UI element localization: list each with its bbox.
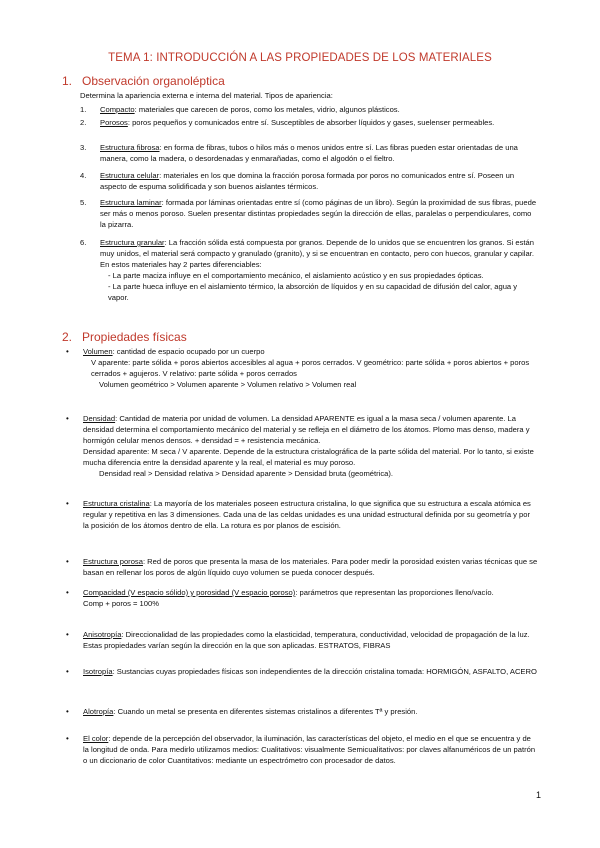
section-title: Propiedades físicas [82, 330, 187, 344]
bullet-icon: • [66, 734, 69, 743]
bullet-icon: • [66, 499, 69, 508]
sub-item: - La parte maciza influye en el comportamiento mecánico, el aislamiento acústico y en sus propiedades ópticas. [108, 271, 484, 281]
list-item: 6. Estructura granular: La fracción sólida está compuesta por granos. Depende de lo unidos que se encuentren los granos. Si están muy unidos, el material será compacto y granulado (granito), y si se encuentran en contacto, pero con huecos, granular y capilar. En estos materiales hay 2 partes diferenciables: - La parte maciza influye en el comportamiento mecánico, el aislamiento acústico y en sus propiedades ópticas. - La parte hueca influye en el aislamiento térmico, la absorción de líquidos y en su capacidad de difusión del calor, agua y vapor. [80, 237, 538, 304]
page-number: 1 [536, 790, 542, 800]
bullet-item: • Densidad: Cantidad de materia por unidad de volumen. La densidad APARENTE es igual a la masa seca / volumen aparente. La densidad determina el comportamiento mecánico del material y se refleja en el diámetro de los átomos. Plomo mas denso, madera y hormigón celular menos densos. + densidad = + resistencia mecánica. Densidad aparente: M seca / V aparente. Depende de la estructura cristalográfica de la parte sólida del material. Por lo tanto, si existe mucha diferencia entre la densidad aparente y la real, el material es muy poroso. Densidad real > Densidad relativa > Densidad aparente > Densidad bruta (geométrica). [66, 414, 534, 479]
list-item: 4. Estructura celular: materiales en los que domina la fracción porosa formada por poros no comunicados entre sí. Poseen un aspecto de espuma solidificada y son buenos aislantes térmicos. [80, 171, 515, 192]
list-item: 2. Porosos: poros pequeños y comunicados entre sí. Susceptibles de absorber líquidos y gases, suelenser permeables. [80, 118, 495, 127]
bullet-icon: • [66, 588, 69, 597]
bullet-item: • El color: depende de la percepción del observador, la iluminación, las características del objeto, el medio en el que se encuentra y de la longitud de onda. Para medirlo utilizamos medios: Cualitativos: visualmente Semicualitativos: por claves alfanuméricos de un patrón o un diccionario de color Cuantitativos: mediante un espectrómetro con procesador de datos. [66, 734, 536, 766]
bullet-icon: • [66, 667, 69, 676]
bullet-icon: • [66, 414, 69, 423]
section-1-heading [62, 74, 225, 88]
bullet-icon: • [66, 557, 69, 566]
section-number: 2. [62, 330, 73, 344]
bullet-icon: • [66, 630, 69, 639]
document-title: TEMA 1: INTRODUCCIÓN A LAS PROPIEDADES DE LOS MATERIALES [108, 52, 492, 64]
bullet-item: • Isotropía: Sustancias cuyas propiedades físicas son independientes de la dirección cristalina tomada: HORMIGÓN, ASFALTO, ACERO [66, 667, 537, 676]
section-title: Observación organoléptica [82, 74, 225, 88]
section-2-heading [62, 330, 187, 344]
bullet-icon: • [66, 347, 69, 356]
list-item: 3. Estructura fibrosa: en forma de fibras, tubos o hilos más o menos unidos entre sí. Las fibras pueden estar orientadas de una manera, como la madera, o desordenadas y enmarañadas, como el algodón o el fieltro. [80, 143, 518, 164]
bullet-icon: • [66, 707, 69, 716]
section-1-intro: Determina la apariencia externa e interna del material. Tipos de apariencia: [80, 91, 333, 100]
bullet-item: • Estructura cristalina: La mayoría de los materiales poseen estructura cristalina, lo que significa que su estructura a escala atómica es regular y repetitiva en las 3 dimensiones. Cada una de las celdas unidades es una unidad estructural definida por su geometría y por la posición de los átomos dentro de ella. La rotura es por planos de escisión. [66, 499, 531, 531]
section-number: 1. [62, 74, 73, 88]
bullet-item: • Anisotropía: Direccionalidad de las propiedades como la elasticidad, temperatura, conductividad, velocidad de propagación de la luz. Estas propiedades varían según la dirección en la que son aplicadas. ESTRATOS, FIBRAS [66, 630, 530, 651]
bullet-item: • Compacidad (V espacio sólido) y porosidad (V espacio poroso): parámetros que representan las proporciones lleno/vacío. Comp + poros = 100% [66, 588, 494, 609]
list-item: 1. Compacto: materiales que carecen de poros, como los metales, vidrio, algunos plásticos. [80, 105, 400, 114]
bullet-item: • Estructura porosa: Red de poros que presenta la masa de los materiales. Para poder medir la porosidad existen varias técnicas que se basan en rellenar los poros de algún líquido cuyo volumen se pueda conocer después. [66, 557, 538, 578]
sub-item: - La parte hueca influye en el aislamiento térmico, la absorción de líquidos y en su capacidad de difusión del calor, agua y vapor. [108, 282, 518, 303]
bullet-item: • Volumen: cantidad de espacio ocupado por un cuerpo V aparente: parte sólida + poros abiertos accesibles al agua + poros cerrados. V geométrico: parte sólida + poros abiertos + poros cerrados + agujeros. V relativo: parte sólida + poros cerrados Volumen geométrico > Volumen aparente > Volumen relativo > Volumen real [66, 347, 530, 390]
list-item: 5. Estructura laminar: formada por láminas orientadas entre sí (como páginas de un libro). Según la proximidad de sus fibras, puede ser más o menos poroso. Suelen presentar distintas propiedades según la dirección de ellas, paralelas o perpendiculares, como la pizarra. [80, 198, 537, 230]
bullet-item: • Alotropía: Cuando un metal se presenta en diferentes sistemas cristalinos a diferentes Tª y presión. [66, 707, 418, 716]
